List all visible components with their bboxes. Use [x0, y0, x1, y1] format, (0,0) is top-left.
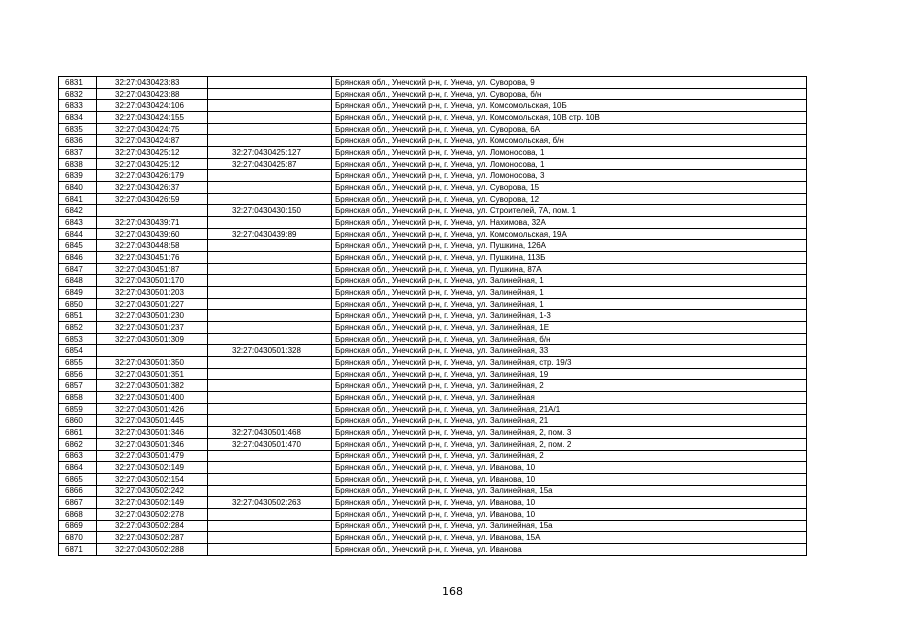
cadastral-number-cell: 32:27:0430424:106	[97, 100, 208, 112]
address-cell: Брянская обл., Унечский р-н, г. Унеча, ул. Суворова, 15	[332, 182, 807, 194]
row-number-cell: 6842	[59, 205, 97, 217]
object-cadastral-number-cell	[208, 520, 332, 532]
row-number-cell: 6847	[59, 263, 97, 275]
address-cell: Брянская обл., Унечский р-н, г. Унеча, ул. Залинейная, 15а	[332, 520, 807, 532]
address-cell: Брянская обл., Унечский р-н, г. Унеча, ул. Залинейная, 2	[332, 450, 807, 462]
table-row	[59, 415, 807, 427]
table-row	[59, 357, 807, 369]
table-row	[59, 263, 807, 275]
address-cell: Брянская обл., Унечский р-н, г. Унеча, ул. Залинейная, 2, пом. 2	[332, 438, 807, 450]
row-number-cell: 6850	[59, 298, 97, 310]
address-cell: Брянская обл., Унечский р-н, г. Унеча, ул. Залинейная, 33	[332, 345, 807, 357]
cadastral-number-cell: 32:27:0430501:170	[97, 275, 208, 287]
cadastral-number-cell: 32:27:0430501:445	[97, 415, 208, 427]
address-cell: Брянская обл., Унечский р-н, г. Унеча, ул. Иванова, 15А	[332, 532, 807, 544]
address-cell: Брянская обл., Унечский р-н, г. Унеча, ул. Суворова, 6А	[332, 123, 807, 135]
cadastral-number-cell: 32:27:0430501:346	[97, 438, 208, 450]
table-row	[59, 462, 807, 474]
address-cell: Брянская обл., Унечский р-н, г. Унеча, ул. Ломоносова, 1	[332, 158, 807, 170]
cadastral-number-cell: 32:27:0430426:37	[97, 182, 208, 194]
object-cadastral-number-cell: 32:27:0430425:87	[208, 158, 332, 170]
cadastral-number-cell: 32:27:0430502:287	[97, 532, 208, 544]
row-number-cell: 6844	[59, 228, 97, 240]
row-number-cell: 6854	[59, 345, 97, 357]
address-cell: Брянская обл., Унечский р-н, г. Унеча, ул. Залинейная, 1-3	[332, 310, 807, 322]
row-number-cell: 6838	[59, 158, 97, 170]
cadastral-number-cell: 32:27:0430502:278	[97, 508, 208, 520]
row-number-cell: 6849	[59, 287, 97, 299]
cadastral-number-cell: 32:27:0430502:149	[97, 462, 208, 474]
row-number-cell: 6831	[59, 77, 97, 89]
object-cadastral-number-cell	[208, 333, 332, 345]
address-cell: Брянская обл., Унечский р-н, г. Унеча, ул. Залинейная	[332, 392, 807, 404]
cadastral-number-cell: 32:27:0430423:88	[97, 88, 208, 100]
table-row	[59, 333, 807, 345]
object-cadastral-number-cell	[208, 368, 332, 380]
table-row	[59, 77, 807, 89]
object-cadastral-number-cell	[208, 532, 332, 544]
address-cell: Брянская обл., Унечский р-н, г. Унеча, ул. Залинейная, 1Е	[332, 322, 807, 334]
object-cadastral-number-cell: 32:27:0430425:127	[208, 147, 332, 159]
address-cell: Брянская обл., Унечский р-н, г. Унеча, ул. Строителей, 7А, пом. 1	[332, 205, 807, 217]
table-row	[59, 147, 807, 159]
object-cadastral-number-cell	[208, 217, 332, 229]
object-cadastral-number-cell	[208, 415, 332, 427]
table-row	[59, 182, 807, 194]
row-number-cell: 6870	[59, 532, 97, 544]
cadastral-number-cell: 32:27:0430501:227	[97, 298, 208, 310]
table-row	[59, 368, 807, 380]
address-cell: Брянская обл., Унечский р-н, г. Унеча, ул. Залинейная, 21А/1	[332, 403, 807, 415]
cadastral-number-cell: 32:27:0430501:309	[97, 333, 208, 345]
table-row	[59, 392, 807, 404]
cadastral-number-cell: 32:27:0430502:149	[97, 497, 208, 509]
address-cell: Брянская обл., Унечский р-н, г. Унеча, ул. Иванова	[332, 543, 807, 555]
cadastral-number-cell: 32:27:0430501:230	[97, 310, 208, 322]
address-cell: Брянская обл., Унечский р-н, г. Унеча, ул. Пушкина, 113Б	[332, 252, 807, 264]
row-number-cell: 6866	[59, 485, 97, 497]
page-number: 168	[442, 585, 463, 598]
object-cadastral-number-cell	[208, 252, 332, 264]
address-cell: Брянская обл., Унечский р-н, г. Унеча, ул. Суворова, 12	[332, 193, 807, 205]
address-cell: Брянская обл., Унечский р-н, г. Унеча, ул. Залинейная, б/н	[332, 333, 807, 345]
address-cell: Брянская обл., Унечский р-н, г. Унеча, ул. Пушкина, 126А	[332, 240, 807, 252]
cadastral-number-cell: 32:27:0430501:351	[97, 368, 208, 380]
table-row	[59, 158, 807, 170]
table-row	[59, 135, 807, 147]
address-cell: Брянская обл., Унечский р-н, г. Унеча, ул. Комсомольская, 19А	[332, 228, 807, 240]
cadastral-number-cell: 32:27:0430502:242	[97, 485, 208, 497]
address-cell: Брянская обл., Унечский р-н, г. Унеча, ул. Залинейная, 2	[332, 380, 807, 392]
cadastral-number-cell: 32:27:0430501:346	[97, 427, 208, 439]
row-number-cell: 6837	[59, 147, 97, 159]
table-row	[59, 543, 807, 555]
address-cell: Брянская обл., Унечский р-н, г. Унеча, ул. Залинейная, 1	[332, 298, 807, 310]
object-cadastral-number-cell	[208, 380, 332, 392]
object-cadastral-number-cell: 32:27:0430502:263	[208, 497, 332, 509]
object-cadastral-number-cell	[208, 112, 332, 124]
property-register-table	[58, 76, 807, 556]
address-cell: Брянская обл., Унечский р-н, г. Унеча, ул. Ломоносова, 1	[332, 147, 807, 159]
cadastral-number-cell: 32:27:0430501:426	[97, 403, 208, 415]
cadastral-number-cell: 32:27:0430424:75	[97, 123, 208, 135]
row-number-cell: 6871	[59, 543, 97, 555]
cadastral-number-cell: 32:27:0430501:479	[97, 450, 208, 462]
table-row	[59, 473, 807, 485]
row-number-cell: 6848	[59, 275, 97, 287]
table-row	[59, 123, 807, 135]
object-cadastral-number-cell	[208, 357, 332, 369]
table-row	[59, 275, 807, 287]
object-cadastral-number-cell: 32:27:0430501:470	[208, 438, 332, 450]
row-number-cell: 6841	[59, 193, 97, 205]
address-cell: Брянская обл., Унечский р-н, г. Унеча, ул. Ломоносова, 3	[332, 170, 807, 182]
address-cell: Брянская обл., Унечский р-н, г. Унеча, ул. Залинейная, 2, пом. 3	[332, 427, 807, 439]
cadastral-number-cell: 32:27:0430439:60	[97, 228, 208, 240]
row-number-cell: 6833	[59, 100, 97, 112]
object-cadastral-number-cell	[208, 508, 332, 520]
address-cell: Брянская обл., Унечский р-н, г. Унеча, ул. Иванова, 10	[332, 497, 807, 509]
row-number-cell: 6834	[59, 112, 97, 124]
table-row	[59, 322, 807, 334]
cadastral-number-cell: 32:27:0430451:87	[97, 263, 208, 275]
table-row	[59, 112, 807, 124]
object-cadastral-number-cell	[208, 310, 332, 322]
object-cadastral-number-cell: 32:27:0430439:89	[208, 228, 332, 240]
address-cell: Брянская обл., Унечский р-н, г. Унеча, ул. Залинейная, 1	[332, 287, 807, 299]
table-row	[59, 532, 807, 544]
table-row	[59, 403, 807, 415]
row-number-cell: 6861	[59, 427, 97, 439]
cadastral-number-cell	[97, 205, 208, 217]
cadastral-number-cell: 32:27:0430425:12	[97, 147, 208, 159]
table-row	[59, 287, 807, 299]
address-cell: Брянская обл., Унечский р-н, г. Унеча, ул. Залинейная, стр. 19/3	[332, 357, 807, 369]
table-body	[59, 77, 807, 556]
row-number-cell: 6845	[59, 240, 97, 252]
row-number-cell: 6846	[59, 252, 97, 264]
object-cadastral-number-cell	[208, 485, 332, 497]
object-cadastral-number-cell: 32:27:0430430:150	[208, 205, 332, 217]
cadastral-number-cell: 32:27:0430501:350	[97, 357, 208, 369]
table-row	[59, 345, 807, 357]
cadastral-number-cell: 32:27:0430501:203	[97, 287, 208, 299]
table-row	[59, 193, 807, 205]
table-row	[59, 497, 807, 509]
row-number-cell: 6835	[59, 123, 97, 135]
cadastral-number-cell: 32:27:0430501:237	[97, 322, 208, 334]
row-number-cell: 6836	[59, 135, 97, 147]
table-row	[59, 170, 807, 182]
address-cell: Брянская обл., Унечский р-н, г. Унеча, ул. Залинейная, 21	[332, 415, 807, 427]
address-cell: Брянская обл., Унечский р-н, г. Унеча, ул. Комсомольская, 10В стр. 10В	[332, 112, 807, 124]
row-number-cell: 6862	[59, 438, 97, 450]
object-cadastral-number-cell	[208, 182, 332, 194]
table-row	[59, 228, 807, 240]
object-cadastral-number-cell	[208, 403, 332, 415]
table-row	[59, 508, 807, 520]
cadastral-number-cell: 32:27:0430451:76	[97, 252, 208, 264]
object-cadastral-number-cell	[208, 322, 332, 334]
cadastral-number-cell: 32:27:0430502:288	[97, 543, 208, 555]
table-row	[59, 450, 807, 462]
row-number-cell: 6852	[59, 322, 97, 334]
row-number-cell: 6857	[59, 380, 97, 392]
row-number-cell: 6855	[59, 357, 97, 369]
table-row	[59, 438, 807, 450]
cadastral-number-cell: 32:27:0430502:284	[97, 520, 208, 532]
cadastral-number-cell: 32:27:0430425:12	[97, 158, 208, 170]
row-number-cell: 6832	[59, 88, 97, 100]
object-cadastral-number-cell	[208, 240, 332, 252]
object-cadastral-number-cell	[208, 135, 332, 147]
table-row	[59, 485, 807, 497]
object-cadastral-number-cell	[208, 275, 332, 287]
object-cadastral-number-cell	[208, 392, 332, 404]
row-number-cell: 6851	[59, 310, 97, 322]
row-number-cell: 6869	[59, 520, 97, 532]
table-row	[59, 520, 807, 532]
object-cadastral-number-cell	[208, 77, 332, 89]
address-cell: Брянская обл., Унечский р-н, г. Унеча, ул. Нахимова, 32А	[332, 217, 807, 229]
table-row	[59, 88, 807, 100]
table-row	[59, 205, 807, 217]
cadastral-number-cell: 32:27:0430426:179	[97, 170, 208, 182]
cadastral-number-cell: 32:27:0430424:155	[97, 112, 208, 124]
table-row	[59, 380, 807, 392]
object-cadastral-number-cell	[208, 543, 332, 555]
table-row	[59, 427, 807, 439]
address-cell: Брянская обл., Унечский р-н, г. Унеча, ул. Залинейная, 19	[332, 368, 807, 380]
address-cell: Брянская обл., Унечский р-н, г. Унеча, ул. Комсомольская, 10Б	[332, 100, 807, 112]
address-cell: Брянская обл., Унечский р-н, г. Унеча, ул. Залинейная, 15а	[332, 485, 807, 497]
cadastral-number-cell	[97, 345, 208, 357]
row-number-cell: 6868	[59, 508, 97, 520]
row-number-cell: 6839	[59, 170, 97, 182]
object-cadastral-number-cell	[208, 100, 332, 112]
address-cell: Брянская обл., Унечский р-н, г. Унеча, ул. Залинейная, 1	[332, 275, 807, 287]
object-cadastral-number-cell	[208, 298, 332, 310]
object-cadastral-number-cell	[208, 450, 332, 462]
cadastral-number-cell: 32:27:0430501:400	[97, 392, 208, 404]
table-row	[59, 240, 807, 252]
object-cadastral-number-cell: 32:27:0430501:328	[208, 345, 332, 357]
table-row	[59, 310, 807, 322]
object-cadastral-number-cell	[208, 462, 332, 474]
row-number-cell: 6863	[59, 450, 97, 462]
address-cell: Брянская обл., Унечский р-н, г. Унеча, ул. Иванова, 10	[332, 473, 807, 485]
object-cadastral-number-cell: 32:27:0430501:468	[208, 427, 332, 439]
cadastral-number-cell: 32:27:0430502:154	[97, 473, 208, 485]
address-cell: Брянская обл., Унечский р-н, г. Унеча, ул. Пушкина, 87А	[332, 263, 807, 275]
table-row	[59, 252, 807, 264]
cadastral-number-cell: 32:27:0430424:87	[97, 135, 208, 147]
object-cadastral-number-cell	[208, 473, 332, 485]
table-row	[59, 217, 807, 229]
row-number-cell: 6865	[59, 473, 97, 485]
address-cell: Брянская обл., Унечский р-н, г. Унеча, ул. Суворова, б/н	[332, 88, 807, 100]
object-cadastral-number-cell	[208, 170, 332, 182]
row-number-cell: 6853	[59, 333, 97, 345]
object-cadastral-number-cell	[208, 193, 332, 205]
row-number-cell: 6858	[59, 392, 97, 404]
object-cadastral-number-cell	[208, 287, 332, 299]
row-number-cell: 6859	[59, 403, 97, 415]
address-cell: Брянская обл., Унечский р-н, г. Унеча, ул. Иванова, 10	[332, 508, 807, 520]
address-cell: Брянская обл., Унечский р-н, г. Унеча, ул. Иванова, 10	[332, 462, 807, 474]
object-cadastral-number-cell	[208, 263, 332, 275]
address-cell: Брянская обл., Унечский р-н, г. Унеча, ул. Суворова, 9	[332, 77, 807, 89]
cadastral-number-cell: 32:27:0430448:58	[97, 240, 208, 252]
object-cadastral-number-cell	[208, 123, 332, 135]
cadastral-number-cell: 32:27:0430423:83	[97, 77, 208, 89]
cadastral-number-cell: 32:27:0430501:382	[97, 380, 208, 392]
row-number-cell: 6843	[59, 217, 97, 229]
table-row	[59, 298, 807, 310]
row-number-cell: 6860	[59, 415, 97, 427]
cadastral-number-cell: 32:27:0430426:59	[97, 193, 208, 205]
row-number-cell: 6864	[59, 462, 97, 474]
object-cadastral-number-cell	[208, 88, 332, 100]
address-cell: Брянская обл., Унечский р-н, г. Унеча, ул. Комсомольская, б/н	[332, 135, 807, 147]
row-number-cell: 6867	[59, 497, 97, 509]
table-row	[59, 100, 807, 112]
row-number-cell: 6856	[59, 368, 97, 380]
cadastral-number-cell: 32:27:0430439:71	[97, 217, 208, 229]
row-number-cell: 6840	[59, 182, 97, 194]
